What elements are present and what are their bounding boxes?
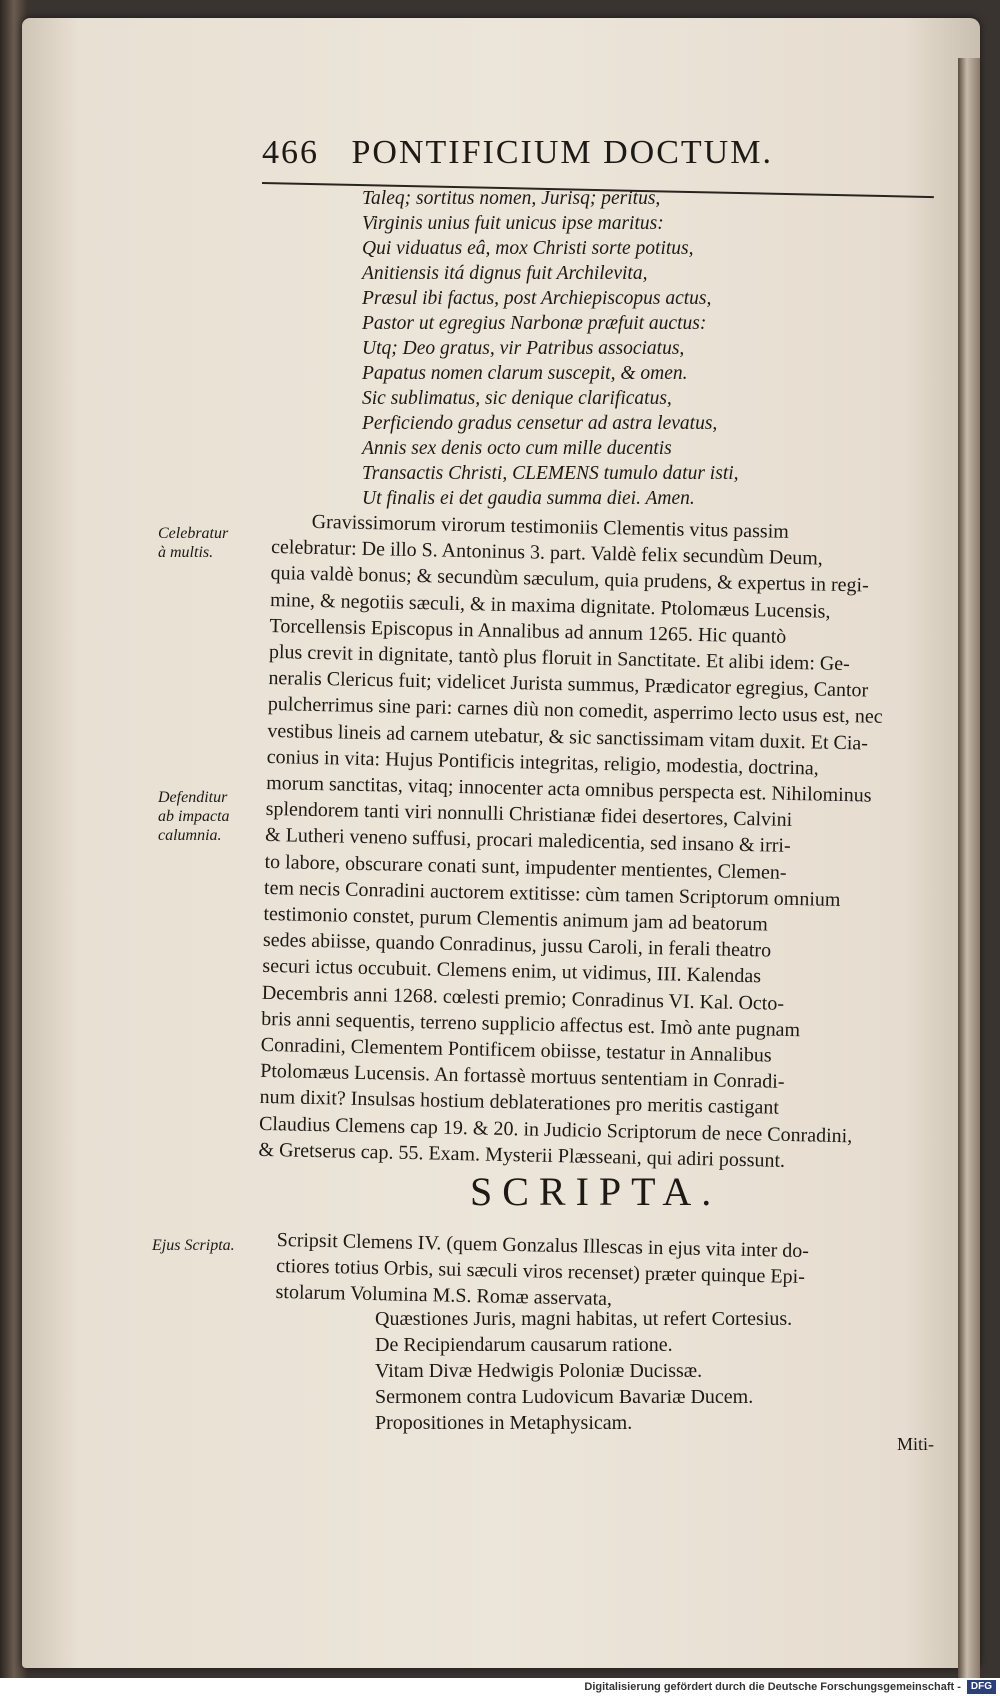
work-item: De Recipiendarum causarum ratione.	[375, 1334, 673, 1356]
poem-line: Annis sex denis octo cum mille ducentis	[362, 438, 672, 459]
poem-line: Virginis unius fuit unicus ipse maritus:	[362, 213, 664, 234]
poem-line: Transactis Christi, CLEMENS tumulo datur isti,	[362, 463, 739, 484]
poem-line: Anitiensis itá dignus fuit Archilevita,	[362, 263, 648, 284]
sidenote-line: Ejus Scripta.	[152, 1237, 235, 1254]
scripta-paragraph	[275, 1227, 916, 1318]
digitization-footer	[0, 1678, 1000, 1696]
body-line: Decembris anni 1268. cœlesti premio; Conradinus VI. Kal. Octo-	[261, 981, 785, 1015]
work-item: Quæstiones Juris, magni habitas, ut refert Cortesius.	[375, 1308, 793, 1330]
body-line: conius in vita: Hujus Pontificis integritas, religio, modestia, doctrina,	[266, 745, 820, 780]
sidenote-line: Defenditur	[158, 789, 228, 806]
footer-text: Digitalisierung gefördert durch die Deutsche Forschungsgemeinschaft -	[584, 1681, 961, 1693]
body-line: num dixit? Insulsas hostium deblaterationes pro meritis castigant	[259, 1086, 780, 1120]
sidenote-line: calumnia.	[158, 827, 222, 844]
work-item: Propositiones in Metaphysicam.	[375, 1412, 633, 1434]
body-line: testimonio constet, purum Clementis animum jam ad beatorum	[263, 902, 768, 936]
poem-line: Qui viduatus eâ, mox Christi sorte potitus,	[362, 238, 694, 259]
body-line: & Lutheri veneno suffusi, procari maledicentia, sed insano & irri-	[264, 824, 791, 858]
poem-line: Pastor ut egregius Narbonæ præfuit auctus:	[362, 313, 707, 334]
body-line: to labore, obscurare conati sunt, impudenter mentientes, Clemen-	[264, 850, 787, 884]
section-title: SCRIPTA.	[470, 1169, 722, 1214]
scripta-line: Scripsit Clemens IV. (quem Gonzalus Illescas in ejus vita inter do-	[276, 1228, 810, 1263]
body-line: sedes abiisse, quando Conradinus, jussu Caroli, in ferali theatro	[262, 929, 772, 962]
epitaph-poem	[362, 186, 882, 511]
scripta-line: stolarum Volumina M.S. Romæ asservata,	[275, 1280, 613, 1311]
body-line: pulcherrimus sine pari: carnes diù non comedit, asperrimo lecto usus est, nec	[267, 693, 883, 729]
poem-line: Præsul ibi factus, post Archiepiscopus actus,	[362, 288, 712, 309]
sidenote-line: à multis.	[158, 544, 214, 561]
sidenote-defenditur	[158, 788, 230, 845]
poem-line: Perficiendo gradus censetur ad astra levatus,	[362, 413, 718, 434]
catchword: Miti-	[897, 1434, 935, 1454]
poem-line: Sic sublimatus, sic denique clarificatus,	[362, 388, 672, 409]
page-edge	[958, 58, 980, 1688]
poem-line: Papatus nomen clarum suscepit, & omen.	[362, 363, 688, 384]
scripta-line: ctiores totius Orbis, sui sæculi viros recenset) præter quinque Epi-	[275, 1254, 806, 1289]
body-line: Ptolomæus Lucensis. An fortassè mortuus sententiam in Conradi-	[259, 1060, 785, 1094]
body-line: neralis Clericus fuit; videlicet Jurista summus, Prædicator egregius, Cantor	[268, 667, 869, 702]
running-title: PONTIFICIUM DOCTUM.	[351, 134, 773, 171]
sidenote-line: ab impacta	[158, 808, 230, 825]
body-line: Gravissimorum virorum testimoniis Clementis vitus passim	[311, 510, 790, 543]
sidenote-line: Celebratur	[158, 525, 229, 542]
body-line: Claudius Clemens cap 19. & 20. in Judicio Scriptorum de nece Conradini,	[258, 1112, 853, 1147]
body-line: & Gretserus cap. 55. Exam. Mysterii Plæsseani, qui adiri possunt.	[258, 1138, 786, 1172]
works-list	[375, 1306, 915, 1436]
body-line: securi ictus occubuit. Clemens enim, ut vidimus, III. Kalendas	[262, 955, 762, 988]
poem-line: Utq; Deo gratus, vir Patribus associatus,	[362, 338, 685, 359]
body-text	[258, 508, 912, 1176]
body-line: tem necis Conradini auctorem extitisse: cùm tamen Scriptorum omnium	[263, 876, 841, 911]
dfg-logo: DFG	[967, 1680, 996, 1694]
poem-line: Ut finalis ei det gaudia summa diei. Amen.	[362, 488, 695, 509]
body-line: quia valdè bonus; & secundùm sæculum, quia prudens, & expertus in regi-	[270, 562, 869, 597]
sidenote-scripta	[152, 1236, 235, 1255]
poem-line: Taleq; sortitus nomen, Jurisq; peritus,	[362, 188, 661, 209]
page-number: 466	[262, 134, 319, 171]
body-line: Conradini, Clementem Pontificem obiisse, testatur in Annalibus	[260, 1033, 772, 1067]
work-item: Sermonem contra Ludovicum Bavariæ Ducem.	[375, 1386, 754, 1408]
body-line: vestibus lineis ad carnem utebatur, & sic sanctissimam vitam duxit. Et Cia-	[267, 719, 869, 755]
body-line: celebratur: De illo S. Antoninus 3. part. Valdè felix secundùm Deum,	[270, 536, 824, 570]
work-item: Vitam Divæ Hedwigis Poloniæ Ducissæ.	[375, 1360, 703, 1382]
body-line: splendorem tanti viri nonnulli Christianæ fidei desertores, Calvini	[265, 798, 793, 832]
body-line: morum sanctitas, vitaq; innocenter acta omnibus perspecta est. Nihilominus	[266, 771, 872, 807]
body-line: mine, & negotiis sæculi, & in maxima dignitate. Ptolomæus Lucensis,	[269, 588, 831, 623]
body-line: bris anni sequentis, terreno supplicio affectus est. Imò ante pugnam	[261, 1007, 801, 1042]
body-line: Torcellensis Episcopus in Annalibus ad annum 1265. Hic quantò	[269, 614, 787, 648]
sidenote-celebratur	[158, 524, 228, 562]
body-line: plus crevit in dignitate, tantò plus floruit in Sanctitate. Et alibi idem: Ge-	[268, 640, 851, 676]
running-header	[262, 134, 862, 172]
